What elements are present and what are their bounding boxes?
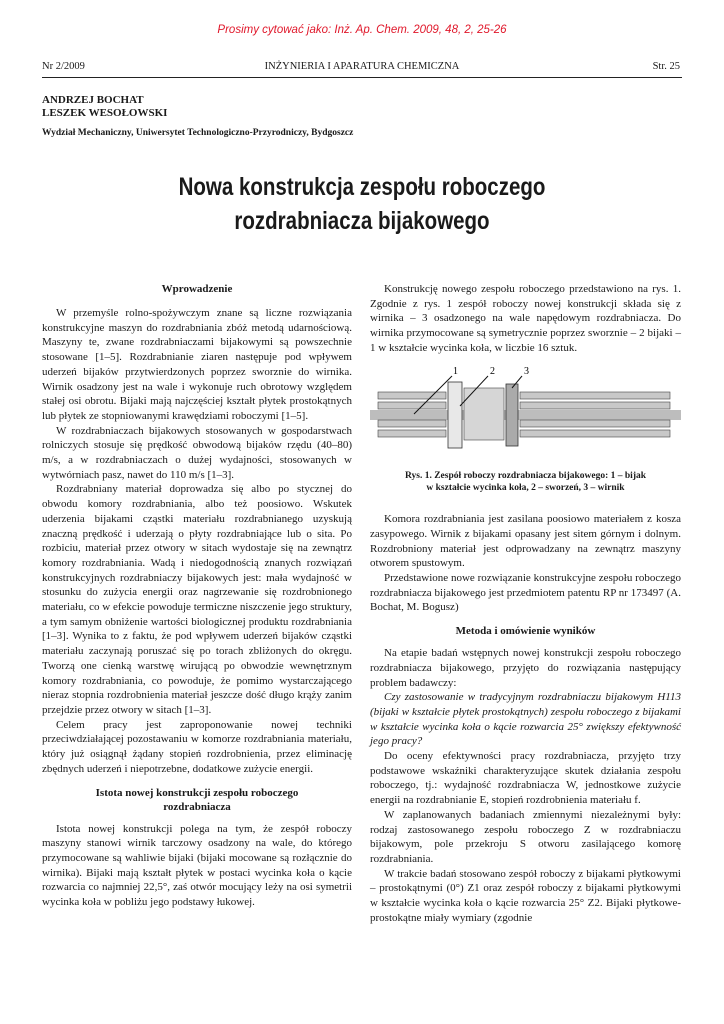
intro-heading: Wprowadzenie	[161, 283, 233, 295]
chamber-paragraph: Komora rozdrabniania jest zasilana poosiowo materiałem z kosza zasypowego. Wirnik z bijakami opasany jest sitem górnym i dolnym. Rozdrobniony materiał jest odprowadzany na zewnątrz maszyny otworem spustowym.	[370, 513, 681, 570]
method-paragraph-3: W zaplanowanych badaniach zmiennymi niezależnymi były: rodzaj zastosowanego zespołu roboczego Z w rozdrabniaczu bijakowym, pole przekroju S otworu zasilającego komorę rozdrabniania.	[370, 808, 681, 865]
method-paragraph-4: W trakcie badań stosowano zespół roboczy z bijakami płytkowymi – prostokątnymi (0°) Z1 oraz zespół roboczy z bijakami płytkowymi w kształcie wycinka koła o kącie rozwarcia 25° Z2. Bijaki płytkowe-prostokątne miały wymiary (zgodnie	[370, 867, 681, 924]
figure-caption-line-2: w kształcie wycinka koła, 2 – sworzeń, 3 – wirnik	[426, 483, 625, 494]
figure-1-drawing	[370, 362, 681, 462]
essence-heading-line-1: Istota nowej konstrukcji zespołu roboczego	[95, 786, 299, 799]
pin-2	[448, 382, 462, 448]
affiliation: Wydział Mechaniczny, Uniwersytet Technologiczno-Przyrodniczy, Bydgoszcz	[42, 128, 354, 138]
author-1: ANDRZEJ BOCHAT	[42, 94, 144, 106]
figure-label-3: 3	[524, 365, 529, 377]
page-number: Str. 25	[652, 61, 680, 72]
header-rule	[42, 77, 682, 78]
intro-paragraph-1: W przemyśle rolno-spożywczym znane są liczne rozwiązania konstrukcyjne maszyn do rozdrabniania zbóż metodą udarnościową. Maszyny te, zwane rozdrabniaczami bijakowymi są powszechnie stosowane [1–5]. Rozdrabnianie ziaren następuje pod wpływem uderzeń bijaków przytwierdzonych poprzez sworznie do wirnika. Wirnik osadzony jest na wale i wykonuje ruch obrotowy względem stałej osi obrotu. Bijaki mają najczęściej kształt płytek prostokątnych lub płytek ze stopniowanymi krawędziami roboczymi [1–5].	[42, 307, 352, 422]
figure-caption-line-1: 1 – bijak	[608, 471, 647, 482]
authors	[42, 94, 167, 120]
research-question: Czy zastosowanie w tradycyjnym rozdrabniaczu bijakowym H113 (bijaki w kształcie płytek prostokątnych) zespołu roboczego z bijakami w kształcie wycinka koła o kącie rozwarcia 25° zwiększy efektywność jego pracy?	[370, 691, 681, 748]
figure-caption-prefix: Rys. 1. Zespół roboczy rozdrabniacza bijakowego:	[404, 471, 609, 482]
patent-paragraph: Przedstawione nowe rozwiązanie konstrukcyjne zespołu roboczego rozdrabniacza bijakowego jest przedmiotem patentu RP nr 173497 (A. Bochat, M. Bogusz)	[370, 572, 681, 614]
essence-paragraph-1: Istota nowej konstrukcji polega na tym, że zespół roboczy maszyny stanowi wirnik tarczowy osadzony na wale, do którego przymocowane są wahliwie bijaki (bijaki mocowane są rozłącznie do wirnika). Bijaki mają kształt płytek w postaci wycinka koła o kącie rozwarcia co najmniej 22,5°, zaś otwór mocujący leży na osi symetrii wycinka koła w pobliżu jego podstawy łukowej.	[42, 822, 352, 909]
author-2: LESZEK WESOŁOWSKI	[42, 107, 168, 119]
article-title	[65, 170, 659, 238]
title-line-2: rozdrabniacza bijakowego	[234, 207, 490, 235]
figure-caption	[370, 470, 681, 494]
journal-name: INŻYNIERIA I APARATURA CHEMICZNA	[264, 61, 460, 72]
figure-label-2: 2	[490, 365, 495, 377]
essence-heading-line-2: rozdrabniacza	[163, 800, 231, 813]
left-column	[42, 282, 352, 910]
essence-heading	[42, 786, 352, 814]
method-paragraph-2: Do oceny efektywności pracy rozdrabniacza, przyjęto trzy podstawowe wskaźniki charakteryzujące skutek działania zespołu roboczego, tj.: wydajność rozdrabniacza W, jednostkowe zużycie energii na rozdrabnianie E, stopień rozdrobnienia materiału f.	[370, 750, 681, 807]
method-paragraph-1: Na etapie badań wstępnych nowej konstrukcji zespołu roboczego rozdrabniacza bijakowego, przyjęto do rozwiązania następujący problem badawczy:	[370, 647, 681, 689]
figure-label-1: 1	[453, 365, 458, 377]
issue-number: Nr 2/2009	[42, 61, 85, 72]
rotor-3	[506, 384, 518, 446]
design-paragraph: Konstrukcję nowego zespołu roboczego przedstawiono na rys. 1. Zgodnie z rys. 1 zespół roboczy nowej konstrukcji składa się z wirnika – 3 osadzonego na wale napędowym rozdrabniacza. Do wirnika przymocowane są symetrycznie poprzez sworznie – 2 bijaki – 1 w kształcie wycinka koła, w liczbie 16 sztuk.	[370, 283, 681, 354]
right-column	[370, 282, 681, 926]
citation-note: Prosimy cytować jako: Inż. Ap. Chem. 2009, 48, 2, 25-26	[217, 24, 507, 36]
title-line-1: Nowa konstrukcja zespołu roboczego	[178, 173, 546, 201]
intro-paragraph-3: Rozdrabniany materiał doprowadza się albo po stycznej do obwodu komory rozdrabniania, albo też poosiowo. Wskutek uderzenia bijakami cząstki materiału rozdrabnianego uzyskują znaczną prędkość i uderzają o płyty rozdrabniające lub o sita. Po rozbiciu, materiał przez otwory w sitach wydostaje się na zewnątrz komory rozdrabniania. Wadą i niedogodnością znanych rozwiązań konstrukcyjnych rozdrabniaczy bijakowych jest: mała wydajność w stosunku do zużycia energii oraz nagrzewanie się rozdrobnionego materiału, co w efekcie powoduje termiczne niszczenie jego struktury, a tym samym obniżenie wartości biologicznej produktu rozdrabniania [1–3]. Wynika to z faktu, że pod wpływem uderzeń bijaków cząstki materiału zaczynają poruszać się po torach zbliżonych do okręgu. Tworzą one cienką warstwę wirującą po obwodzie wewnętrznym komory rozdrabniania, co powoduje, że pomimo wystarczającego nieraz stopnia rozdrobnienia materiał jeszcze dość długo krąży zanim przejdzie przez otwory w sitach [1–3].	[42, 483, 352, 716]
method-heading: Metoda i omówienie wyników	[455, 625, 596, 638]
intro-paragraph-2: W rozdrabniaczach bijakowych stosowanych w gospodarstwach rolniczych stosuje się prędkość obwodową bijaków rzędu (40–80) m/s, a w rozdrabniaczach o dużej wydajności, stosowanych w wytwórniach pasz, nawet do 110 m/s [1–3].	[42, 424, 352, 481]
intro-paragraph-4: Celem pracy jest zaproponowanie nowej techniki przeciwdziałającej pozostawaniu w komorze rozdrabniania materiału, który już osiągnął żądany stopień rozdrobnienia, przez eliminację zbędnych uderzeń i niepotrzebne, dodatkowe zużycie energii.	[42, 718, 352, 775]
